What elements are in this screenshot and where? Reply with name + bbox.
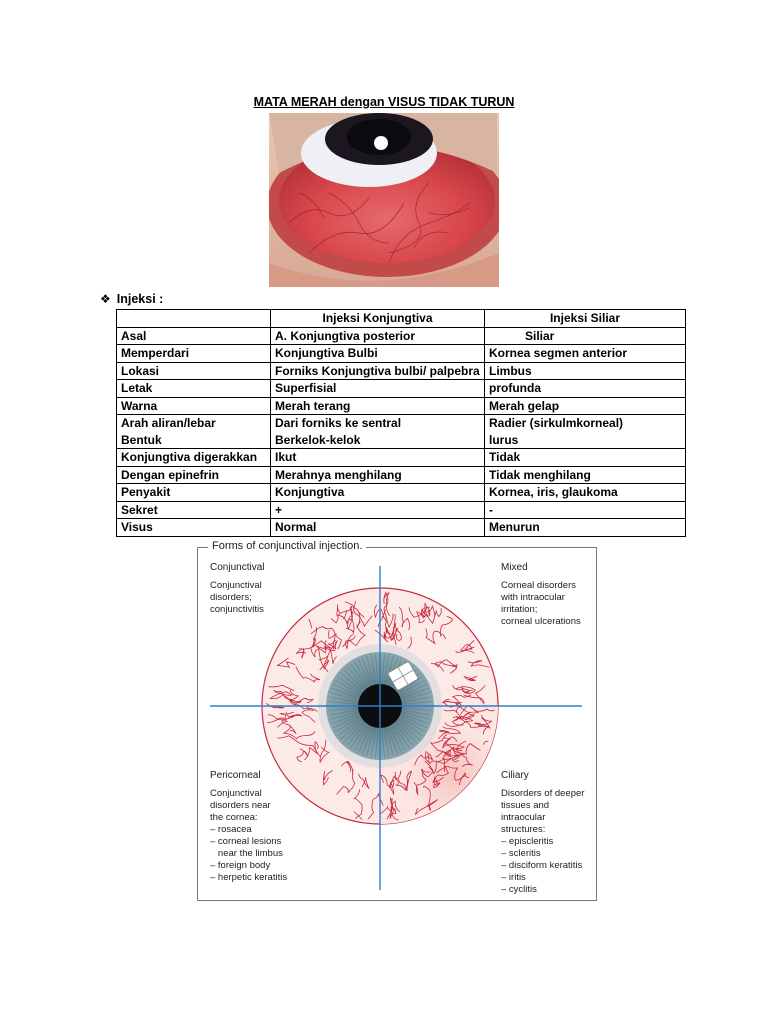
table-cell: Warna (117, 397, 271, 415)
table-cell: Konjungtiva Bulbi (271, 345, 485, 363)
table-cell: Merah terang (271, 397, 485, 415)
injection-comparison-table (116, 309, 686, 537)
table-cell: profunda (485, 380, 686, 398)
table-header-cell: Injeksi Siliar (485, 310, 686, 328)
table-header-cell: Injeksi Konjungtiva (271, 310, 485, 328)
table-cell: Normal (271, 519, 485, 537)
table-cell: Dengan epinefrin (117, 466, 271, 484)
caption-line: – herpetic keratitis (210, 872, 288, 883)
caption-line: Conjunctival (210, 580, 262, 591)
table-cell: Radier (sirkulmkorneal) (485, 415, 686, 432)
table-header-row (117, 310, 686, 328)
caption-line: Conjunctival (210, 788, 262, 799)
table-cell: - (485, 501, 686, 519)
table-cell: Sekret (117, 501, 271, 519)
document-title: MATA MERAH dengan VISUS TIDAK TURUN (253, 95, 515, 109)
table-row (117, 449, 686, 467)
diamond-bullet-icon: ❖ (100, 292, 111, 306)
table-cell: Merahnya menghilang (271, 466, 485, 484)
caption-line: conjunctivitis (210, 604, 264, 615)
caption-line: with intraocular (501, 592, 565, 603)
table-cell: Tidak menghilang (485, 466, 686, 484)
table-cell: Berkelok-kelok (271, 432, 485, 449)
table-cell: Arah aliran/lebar (117, 415, 271, 432)
table-row (117, 362, 686, 380)
table-row (117, 519, 686, 537)
table-cell: Memperdari (117, 345, 271, 363)
table-row (117, 501, 686, 519)
table-cell: Superfisial (271, 380, 485, 398)
caption-heading: Conjunctival (210, 562, 265, 573)
caption-mixed (501, 562, 581, 628)
caption-line: disorders; (210, 592, 252, 603)
table-row (117, 432, 686, 449)
table-cell: Siliar (485, 327, 686, 345)
table-cell: Asal (117, 327, 271, 345)
caption-ciliary (501, 770, 596, 896)
table-cell: Lokasi (117, 362, 271, 380)
table-cell: Konjungtiva (271, 484, 485, 502)
caption-line: – corneal lesions (210, 836, 282, 847)
caption-line: – cyclitis (501, 884, 537, 895)
caption-line: – episcleritis (501, 836, 554, 847)
caption-line: – scleritis (501, 848, 541, 859)
table-cell: A. Konjungtiva posterior (271, 327, 485, 345)
caption-line: disorders near (210, 800, 271, 811)
caption-heading: Ciliary (501, 770, 529, 781)
caption-line: – foreign body (210, 860, 271, 871)
table-cell: Merah gelap (485, 397, 686, 415)
table-cell: Limbus (485, 362, 686, 380)
caption-pericorneal (210, 770, 287, 884)
table-row (117, 327, 686, 345)
table-row (117, 415, 686, 432)
caption-line: – iritis (501, 872, 526, 883)
table-header-cell (117, 310, 271, 328)
table-cell: Bentuk (117, 432, 271, 449)
table-cell: Penyakit (117, 484, 271, 502)
table-cell: Tidak (485, 449, 686, 467)
table-cell: Dari forniks ke sentral (271, 415, 485, 432)
caption-line: – rosacea (210, 824, 252, 835)
table-cell: lurus (485, 432, 686, 449)
table-cell: Kornea segmen anterior (485, 345, 686, 363)
caption-line: corneal ulcerations (501, 616, 581, 627)
table-cell: Menurun (485, 519, 686, 537)
caption-heading: Pericorneal (210, 770, 261, 781)
table-row (117, 466, 686, 484)
table-cell: Ikut (271, 449, 485, 467)
caption-heading: Mixed (501, 562, 528, 573)
table-cell: Visus (117, 519, 271, 537)
caption-line: Disorders of deeper (501, 788, 585, 799)
caption-line: structures: (501, 824, 546, 835)
caption-line: the cornea: (210, 812, 258, 823)
table-row (117, 397, 686, 415)
figure-title: Forms of conjunctival injection. (208, 540, 366, 552)
caption-line: irritation; (501, 604, 538, 615)
table-row (117, 484, 686, 502)
caption-line: Corneal disorders (501, 580, 576, 591)
bullet-label: Injeksi : (116, 292, 164, 306)
caption-line: near the limbus (210, 848, 283, 859)
table-cell: Letak (117, 380, 271, 398)
table-cell: Konjungtiva digerakkan (117, 449, 271, 467)
caption-line: – disciform keratitis (501, 860, 583, 871)
red-eye-photo (269, 113, 499, 287)
bullet-injeksi (100, 292, 163, 306)
table-row (117, 345, 686, 363)
table-cell: Kornea, iris, glaukoma (485, 484, 686, 502)
conjunctival-injection-figure (197, 540, 597, 901)
caption-line: tissues and intraocular (501, 800, 550, 823)
table-cell: Forniks Konjungtiva bulbi/ palpebra (271, 362, 485, 380)
table-cell: + (271, 501, 485, 519)
table-row (117, 380, 686, 398)
caption-conjunctival (210, 562, 264, 616)
